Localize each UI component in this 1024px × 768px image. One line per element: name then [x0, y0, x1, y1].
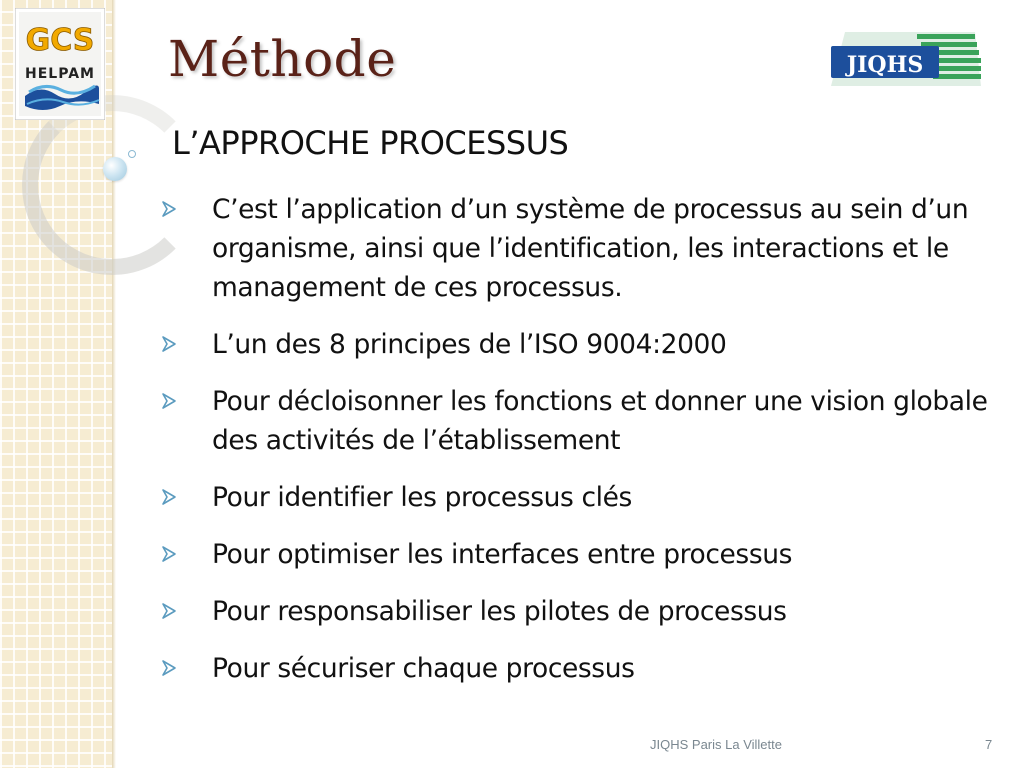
bullet-item	[150, 592, 1010, 631]
bullet-text: Pour décloisonner les fonctions et donner une vision globale des activités de l’établissement	[212, 386, 988, 456]
right-arrow-outline-icon	[160, 545, 178, 563]
bullet-text: Pour sécuriser chaque processus	[212, 653, 635, 684]
bullet-item	[150, 649, 1010, 688]
logo-gcs-text: GCS	[25, 23, 95, 58]
right-arrow-outline-icon	[160, 335, 178, 353]
logo-jiqhs-text: JIQHS	[846, 52, 924, 78]
bullet-text: Pour responsabiliser les pilotes de processus	[212, 596, 787, 627]
footer-text: JIQHS Paris La Villette	[650, 737, 782, 752]
logo-helpam-text: HELPAM	[25, 66, 95, 82]
bullet-text: Pour identifier les processus clés	[212, 482, 632, 513]
page-number: 7	[985, 737, 993, 752]
bullet-text: L’un des 8 principes de l’ISO 9004:2000	[212, 329, 727, 360]
bullet-text: C’est l’application d’un système de processus au sein d’un organisme, ainsi que l’identification, les interactions et le management de ces processus.	[212, 194, 969, 303]
slide-title: Méthode	[168, 30, 397, 88]
slide-subtitle: L’APPROCHE PROCESSUS	[172, 124, 569, 162]
decorative-bubble-large	[103, 157, 127, 181]
bullet-item	[150, 535, 1010, 574]
bullet-item	[150, 478, 1010, 517]
bullet-item	[150, 325, 1010, 364]
right-arrow-outline-icon	[160, 200, 178, 218]
decorative-bubble-small	[128, 150, 136, 158]
bullet-text: Pour optimiser les interfaces entre processus	[212, 539, 793, 570]
jiqhs-logo	[825, 28, 983, 90]
right-arrow-outline-icon	[160, 488, 178, 506]
right-arrow-outline-icon	[160, 659, 178, 677]
gcs-helpam-logo	[15, 8, 105, 120]
right-arrow-outline-icon	[160, 602, 178, 620]
right-arrow-outline-icon	[160, 392, 178, 410]
bullet-item	[150, 190, 1010, 307]
bullet-list	[150, 190, 1010, 706]
bullet-item	[150, 382, 1010, 460]
